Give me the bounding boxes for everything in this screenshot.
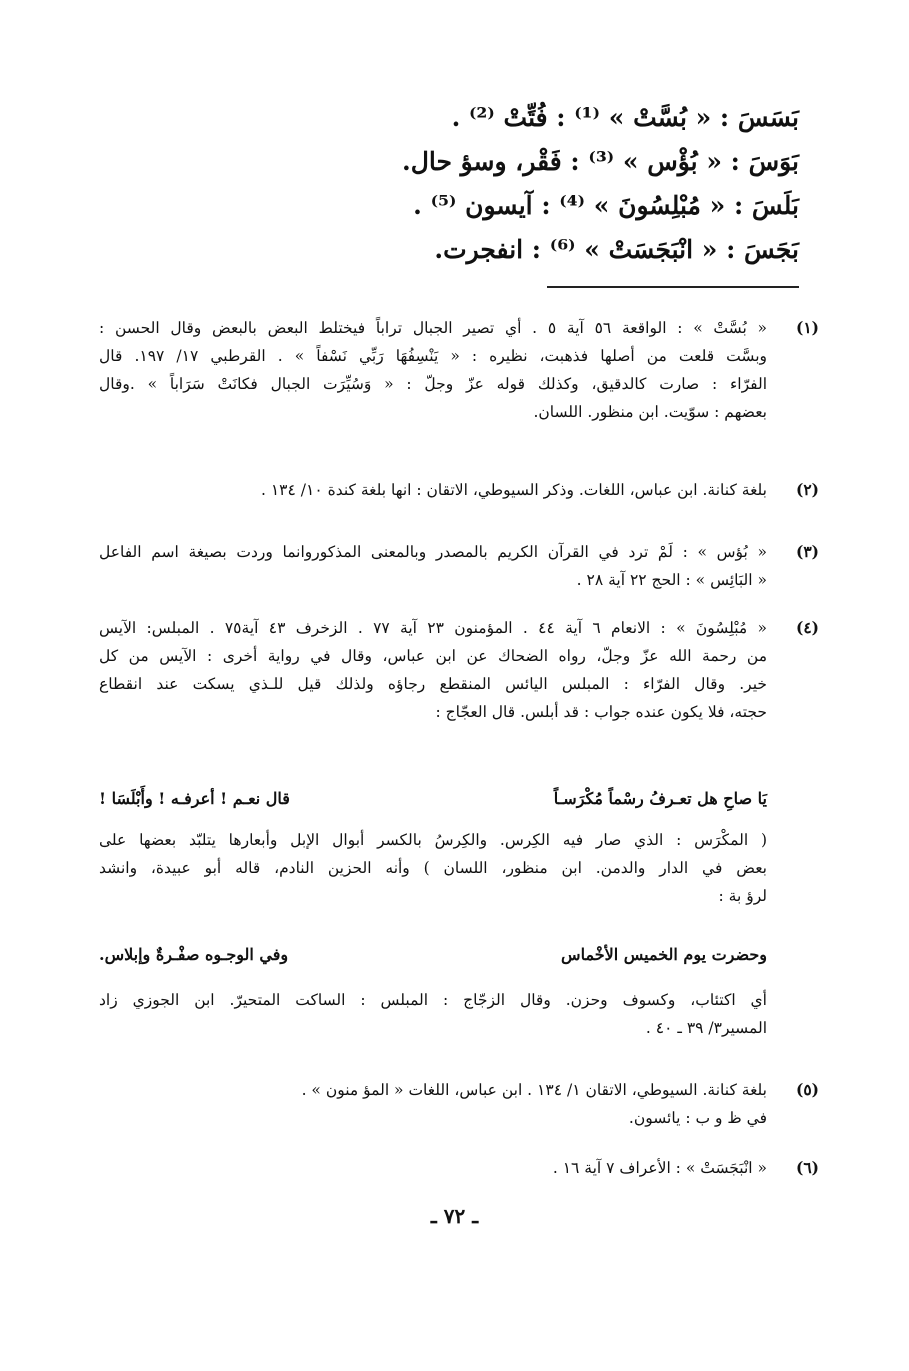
footnote-line: لرؤ بة :	[718, 887, 767, 905]
footnote-line: الفرّاء : صارت كالدقيق، وكذلك قوله عزّ وجلّ : « وَسُيِّرَت الجبال فكانَتْ سَرَاباً » .وقال	[99, 375, 767, 393]
footnote-line: من رحمة الله عزّ وجلّ، رواه الضحاك عن ابن عباس، وقال في رواية أخرى : الآيس من كل	[99, 647, 767, 665]
footnote-line: بعضهم : سوّيت. ابن منظور. اللسان.	[533, 403, 767, 421]
footnote-line: خير. وقال الفرّاء : المبلس اليائس المنقطع رجاؤه ولذلك قيل للـذي يسكت عند انقطاع	[99, 675, 767, 693]
footnote-number: (١)	[795, 318, 819, 337]
footnote-3	[99, 538, 819, 594]
entry-basas: بَسَسَ : « بُسَّتْ » ⁽¹⁾ : فُتِّتْ ⁽²⁾ .	[451, 103, 799, 132]
poem-verse-1	[99, 784, 767, 814]
entry-balas: بَلَسَ : « مُبْلِسُونَ » ⁽⁴⁾ : آيسون ⁽⁵⁾ .	[413, 191, 799, 220]
verse-first-hemistich: وحضرت يوم الخميس الأخْماس	[561, 945, 767, 964]
entry-bajas: بَجَسَ : « انْبَجَسَتْ » ⁽⁶⁾ : انفجرت.	[434, 235, 799, 264]
footnote-line: بعض في الدار والدمن. ابن منظور، اللسان ) وأنه الحزين النادم، قاله أبو عبيدة، وانشد	[99, 859, 767, 877]
verse-first-hemistich: يَا صاحِ هل تعـرفُ رسْماً مُكْرَسـاً	[553, 789, 767, 808]
footnote-number: (٤)	[795, 618, 819, 637]
poem-verse-2	[99, 940, 767, 970]
footnote-line: في ظ و ب : يائسون.	[628, 1109, 767, 1127]
entry-bawas: بَوَسَ : « بُؤْس » ⁽³⁾ : فَقْر، وسؤ حال.	[401, 147, 799, 176]
footnote-line: أي اكتئاب، وكسوف وحزن. وقال الزجّاج : المبلس : الساكت المتحيرّ. ابن الجوزي زاد	[99, 991, 767, 1009]
dictionary-entries	[279, 96, 799, 272]
footnote-1	[99, 314, 819, 426]
footnote-divider	[547, 286, 799, 288]
footnote-5	[99, 1076, 819, 1132]
footnote-line: « مُبْلِسُونَ » : الانعام ٦ آية ٤٤ . المؤمنون ٢٣ آية ٧٧ . الزخرف ٤٣ آية٧٥ . المبلس: الآيس	[99, 619, 767, 637]
footnote-line: بلغة كنانة. ابن عباس، اللغات. وذكر السيوطي، الاتقان : انها بلغة كندة ١٠/ ١٣٤ .	[261, 481, 767, 499]
footnote-number: (٦)	[795, 1158, 819, 1177]
verse-second-hemistich: وفي الوجـوه صفْـرةٌ وإبلاس.	[99, 945, 289, 964]
footnote-4-end	[99, 986, 819, 1042]
footnote-line: وبسَّت قلعت من أصلها فذهبت، نظيره : « يَنْسِفُهَا رَبِّي نَسْفاً » . القرطبي ١٧/ ١٩٧. قال	[99, 347, 767, 365]
footnote-2	[99, 476, 819, 504]
footnote-line: ( المكْرَس : الذي صار فيه الكِرس. والكِرسُ بالكسر أبوال الإبل وأبعارها يتلبّد بعضها على	[99, 831, 767, 849]
footnote-number: (٣)	[795, 542, 819, 561]
footnote-line: بلغة كنانة. السيوطي، الاتقان ١/ ١٣٤ . ابن عباس، اللغات « المؤ منون » .	[301, 1081, 767, 1099]
footnote-line: حجته، فلا يكون عنده جواب : قد أبلس. قال العجّاج :	[435, 703, 767, 721]
verse-second-hemistich: قال نعـم ! أعرفـه ! وأَبْلَسَا !	[99, 789, 290, 808]
footnote-4-continued	[99, 826, 819, 910]
footnote-number: (٢)	[795, 480, 819, 499]
footnote-6	[99, 1154, 819, 1182]
footnote-4	[99, 614, 819, 726]
footnote-line: المسير٣/ ٣٩ ـ ٤٠ .	[645, 1019, 767, 1037]
footnote-number: (٥)	[795, 1080, 819, 1099]
page-number: ـ ٧٢ ـ	[430, 1204, 479, 1228]
footnote-line: « انْبَجَسَتْ » : الأعراف ٧ آية ١٦ .	[552, 1159, 767, 1177]
footnote-line: « بُسَّتْ » : الواقعة ٥٦ آية ٥ . أي تصير الجبال تراباً فيختلط البعض بالبعض وقال الحسن :	[99, 319, 767, 337]
footnote-line: « البَائِس » : الحج ٢٢ آية ٢٨ .	[576, 571, 767, 589]
footnote-line: « بُؤس » : لَمْ ترد في القرآن الكريم بالمصدر وبالمعنى المذكوروانما وردت بصيغة اسم الفاعل	[99, 543, 767, 561]
